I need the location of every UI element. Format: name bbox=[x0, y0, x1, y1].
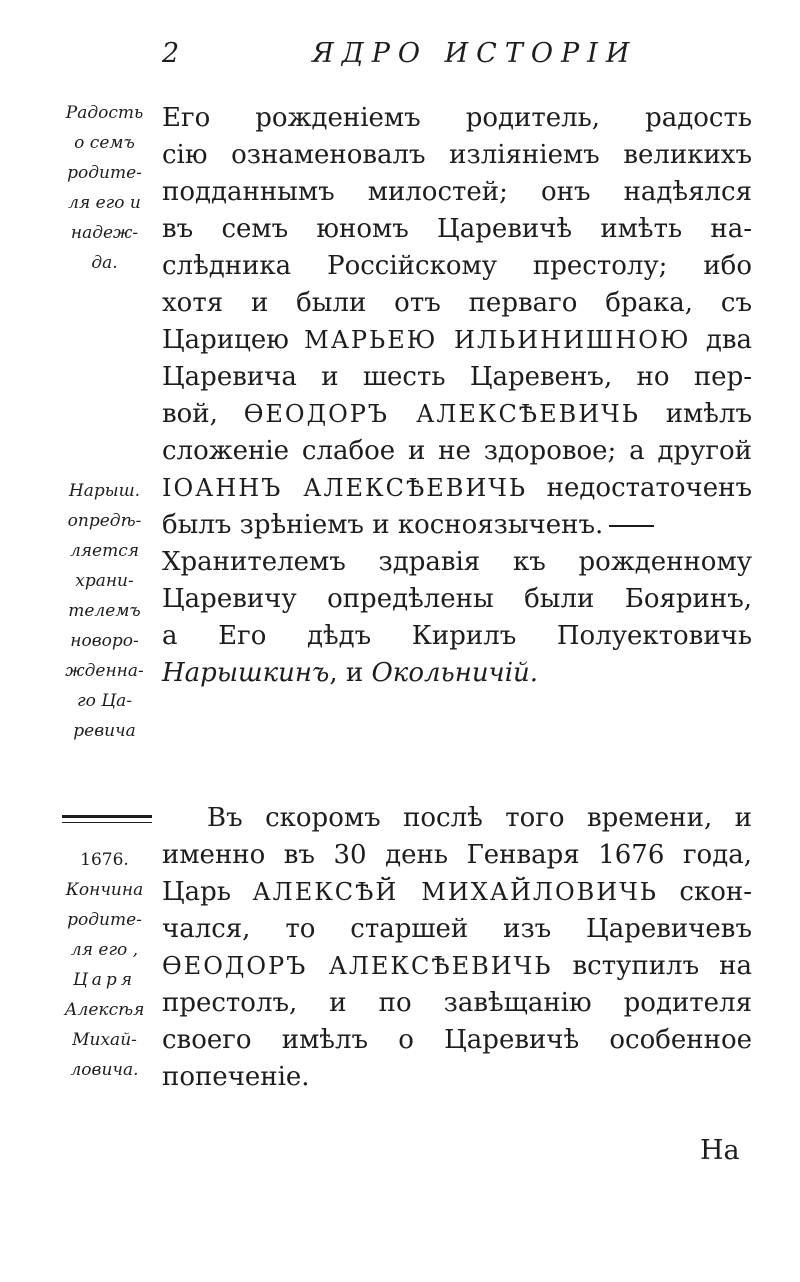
text-line: Хранителемъ здравія къ рожденному bbox=[162, 547, 752, 577]
text-line bbox=[162, 655, 752, 692]
margin-note-line: Радость bbox=[65, 103, 144, 123]
text-line bbox=[162, 507, 752, 544]
margin-note-line: ловича. bbox=[70, 1060, 139, 1080]
margin-note-line: Кончина bbox=[65, 880, 144, 900]
margin-note-line: ревича bbox=[73, 721, 136, 741]
margin-note-line: храни- bbox=[75, 571, 134, 591]
text-run: Царь bbox=[162, 877, 253, 907]
text-line: сію ознаменовалъ изліяніемъ великихъ bbox=[162, 140, 752, 170]
text-run: вступилъ на bbox=[552, 951, 752, 981]
section-divider bbox=[62, 815, 152, 818]
text-line bbox=[162, 874, 752, 911]
text-line: именно въ 30 день Генваря 1676 года, bbox=[162, 840, 752, 870]
person-name-smallcaps: АЛЕКСѢЙ МИХАЙЛОВИЧЬ bbox=[252, 878, 658, 906]
margin-note-line: опредѣ- bbox=[67, 511, 142, 531]
text-line: подданнымъ милостей; онъ надѣялся bbox=[162, 177, 752, 207]
em-dash-rule bbox=[609, 525, 654, 527]
section-divider-thin bbox=[62, 822, 152, 823]
margin-note-1 bbox=[52, 98, 157, 278]
text-run: два bbox=[690, 325, 752, 355]
margin-note-line: о семъ bbox=[74, 133, 135, 153]
person-name-smallcaps: ѲЕОДОРЪ АЛЕКСѢЕВИЧЬ bbox=[162, 952, 553, 980]
text-run: былъ зрѣніемъ и косноязыченъ. bbox=[162, 510, 604, 540]
page-header bbox=[162, 38, 762, 78]
italic-title: Окольничій. bbox=[371, 658, 539, 688]
margin-note-3 bbox=[52, 845, 157, 1085]
text-line: престолъ, и по завѣщанію родителя bbox=[162, 988, 752, 1018]
text-line bbox=[162, 948, 752, 985]
text-line: попеченіе. bbox=[162, 1062, 310, 1092]
paragraph-2 bbox=[162, 800, 752, 1096]
text-run: вой, bbox=[162, 399, 244, 429]
text-line: Царевича и шесть Царевенъ, но пер- bbox=[162, 362, 752, 392]
catchword: На bbox=[700, 1135, 740, 1166]
margin-note-line: го Ца- bbox=[77, 691, 132, 711]
text-line: своего имѣлъ о Царевичѣ особенное bbox=[162, 1025, 752, 1055]
text-line bbox=[162, 396, 752, 433]
text-line: Его рожденіемъ родитель, радость bbox=[162, 103, 752, 133]
margin-note-line: Царя bbox=[72, 970, 137, 990]
text-run: Царицею bbox=[162, 325, 305, 355]
margin-note-year: 1676. bbox=[80, 850, 129, 870]
text-line: хотя и были отъ перваго брака, съ bbox=[162, 288, 752, 318]
text-run: недостаточенъ bbox=[527, 473, 752, 503]
text-line: Царевичу опредѣлены были Бояринъ, bbox=[162, 584, 752, 614]
margin-note-line: ля его , bbox=[70, 940, 139, 960]
text-line: слѣдника Россійскому престолу; ибо bbox=[162, 251, 752, 281]
margin-note-line: родите- bbox=[67, 163, 142, 183]
text-run: , и bbox=[329, 658, 372, 688]
margin-note-line: ляется bbox=[69, 541, 140, 561]
running-title: ЯДРО ИСТОРІИ bbox=[312, 38, 638, 69]
margin-note-line: родите- bbox=[67, 910, 142, 930]
margin-note-line: ля его и bbox=[68, 193, 141, 213]
text-run: имѣлъ bbox=[639, 399, 753, 429]
text-line bbox=[162, 322, 752, 359]
person-name-smallcaps: ІОАННЪ АЛЕКСѢЕВИЧЬ bbox=[162, 474, 528, 502]
margin-note-line: новоро- bbox=[70, 631, 139, 651]
text-line: Въ скоромъ послѣ того времени, и bbox=[207, 803, 752, 833]
italic-name: Нарышкинъ bbox=[162, 658, 330, 688]
margin-note-line: телемъ bbox=[68, 601, 141, 621]
page-number: 2 bbox=[162, 38, 182, 69]
margin-note-line: Нарыш. bbox=[68, 481, 141, 501]
text-line: сложеніе слабое и не здоровое; а другой bbox=[162, 436, 752, 466]
person-name-smallcaps: ѲЕОДОРЪ АЛЕКСѢЕВИЧЬ bbox=[243, 400, 640, 428]
margin-note-line: надеж- bbox=[70, 223, 139, 243]
text-line: а Его дѣдъ Кирилъ Полуектовичь bbox=[162, 621, 752, 651]
text-line: въ семъ юномъ Царевичѣ имѣть на- bbox=[162, 214, 752, 244]
paragraph-1 bbox=[162, 100, 752, 692]
text-run: скон- bbox=[657, 877, 753, 907]
margin-note-line: Алексѣя bbox=[64, 1000, 145, 1020]
person-name-smallcaps: МАРЬЕЮ ИЛЬИНИШНОЮ bbox=[304, 326, 691, 354]
margin-note-line: да. bbox=[91, 253, 118, 273]
margin-note-line: жденна- bbox=[65, 661, 144, 681]
margin-note-2 bbox=[52, 476, 157, 746]
text-line: чался, то старшей изъ Царевичевъ bbox=[162, 914, 752, 944]
margin-note-line: Михай- bbox=[72, 1030, 137, 1050]
text-line bbox=[162, 470, 752, 507]
